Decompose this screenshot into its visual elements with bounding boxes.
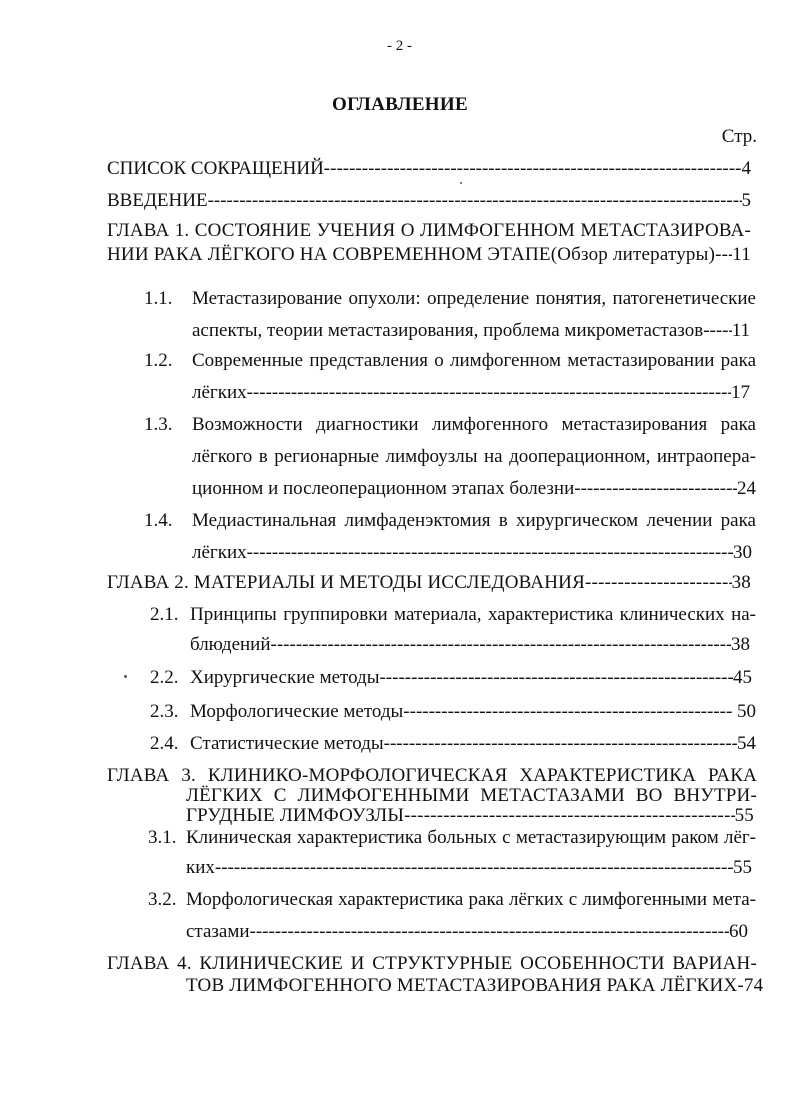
toc-label: ВВЕДЕНИЕ (107, 190, 208, 211)
toc-section-2-4[interactable] (190, 733, 756, 755)
toc-page: 11 (732, 244, 751, 265)
toc-label: ционном и послеоперационном этапах болезни (192, 478, 575, 499)
toc-section-2-1-line1[interactable]: Принципы группировки материала, характеристика клинических на- (190, 604, 756, 625)
leader-dots (404, 805, 734, 827)
toc-entry-abbreviations[interactable] (107, 158, 751, 180)
toc-page: 17 (731, 382, 750, 403)
toc-section-1-3-line1[interactable]: Возможности диагностики лимфогенного метастазирования рака (192, 414, 756, 435)
toc-page: 45 (733, 667, 752, 688)
toc-chapter4-line1[interactable]: ГЛАВА 4. КЛИНИЧЕСКИЕ И СТРУКТУРНЫЕ ОСОБЕННОСТИ ВАРИАН- (107, 953, 757, 974)
leader-dots (379, 667, 733, 689)
leader-dots (247, 382, 731, 404)
section-number: 1.4. (144, 510, 173, 531)
toc-label: СПИСОК СОКРАЩЕНИЙ (107, 158, 324, 179)
section-number: 2.4. (150, 733, 179, 754)
toc-label: Морфологические методы (190, 701, 404, 722)
toc-label: лёгких (192, 382, 247, 403)
toc-chapter4-line2[interactable] (186, 975, 764, 997)
scan-speck (124, 675, 127, 678)
toc-chapter2[interactable] (107, 572, 751, 594)
leader-dots (247, 542, 733, 564)
leader-dots (703, 320, 732, 342)
toc-chapter3-line2[interactable]: ЛЁГКИХ С ЛИМФОГЕННЫМИ МЕТАСТАЗАМИ ВО ВНУТРИ- (186, 785, 757, 806)
toc-page: 30 (733, 542, 752, 563)
toc-label: ТОВ ЛИМФОГЕННОГО МЕТАСТАЗИРОВАНИЯ РАКА ЛЁГКИХ- (186, 975, 744, 996)
toc-page: 38 (731, 634, 750, 655)
toc-page: 50 (737, 701, 756, 722)
toc-page: 11 (731, 320, 750, 341)
toc-label: блюдений (190, 634, 271, 655)
leader-dots (715, 244, 732, 266)
toc-section-1-1-line2[interactable] (192, 320, 750, 342)
scan-speck (460, 182, 462, 184)
toc-section-1-4-line2[interactable] (192, 542, 752, 564)
toc-label: аспекты, теории метастазирования, проблема микрометастазов (192, 320, 704, 341)
toc-chapter3-line3[interactable] (186, 805, 754, 827)
leader-dots (208, 190, 742, 212)
toc-section-1-2-line1[interactable]: Современные представления о лимфогенном метастазировании рака (192, 350, 756, 371)
leader-dots (403, 701, 733, 723)
toc-chapter1-line2[interactable] (107, 244, 751, 266)
toc-page: 54 (737, 733, 756, 754)
leader-dots (250, 921, 729, 943)
toc-page: 55 (734, 805, 754, 826)
toc-section-1-2-line2[interactable] (192, 382, 750, 404)
toc-section-1-3-line3[interactable] (192, 478, 756, 500)
toc-section-3-1-line2[interactable] (186, 857, 752, 879)
page-title: ОГЛАВЛЕНИЕ (332, 94, 468, 115)
toc-section-1-4-line1[interactable]: Медиастинальная лимфаденэктомия в хирургическом лечении рака (192, 510, 756, 531)
toc-section-3-1-line1[interactable]: Клиническая характеристика больных с метастазирующим раком лёг- (186, 827, 756, 848)
section-number: 2.3. (150, 701, 179, 722)
leader-dots (585, 572, 732, 594)
toc-label: Хирургические методы (190, 667, 380, 688)
toc-label: стазами (186, 921, 250, 942)
toc-section-2-1-line2[interactable] (190, 634, 750, 656)
section-number: 1.3. (144, 414, 173, 435)
toc-section-3-2-line2[interactable] (186, 921, 748, 943)
page-number: - 2 - (387, 38, 412, 54)
toc-note: (Обзор литературы) (550, 244, 716, 265)
toc-label: Статистические методы (190, 733, 384, 754)
pages-column-label: Стр. (721, 126, 757, 147)
toc-label: ких (186, 857, 215, 878)
toc-label: ГРУДНЫЕ ЛИМФОУЗЛЫ (186, 805, 405, 826)
toc-section-2-3[interactable] (190, 701, 756, 723)
leader-dots (271, 634, 731, 656)
toc-chapter3-line1[interactable]: ГЛАВА 3. КЛИНИКО-МОРФОЛОГИЧЕСКАЯ ХАРАКТЕРИСТИКА РАКА (107, 765, 757, 786)
section-number: 1.2. (144, 350, 173, 371)
toc-entry-introduction[interactable] (107, 190, 751, 212)
toc-section-3-2-line1[interactable]: Морфологическая характеристика рака лёгких с лимфогенными мета- (186, 889, 756, 910)
toc-section-1-3-line2[interactable]: лёгкого в регионарные лимфоузлы на дооперационном, интраопера- (192, 446, 756, 467)
toc-page: 74 (743, 975, 764, 996)
toc-page: 24 (737, 478, 756, 499)
section-number: 2.1. (150, 604, 179, 625)
section-number: 3.2. (148, 889, 177, 910)
toc-page: 55 (733, 857, 752, 878)
toc-section-2-2[interactable] (190, 667, 752, 689)
toc-label: лёгких (192, 542, 247, 563)
leader-dots (574, 478, 737, 500)
leader-dots (384, 733, 737, 755)
leader-dots (215, 857, 733, 879)
section-number: 2.2. (150, 667, 179, 688)
toc-label: ГЛАВА 2. МАТЕРИАЛЫ И МЕТОДЫ ИССЛЕДОВАНИЯ (107, 572, 585, 593)
section-number: 3.1. (148, 827, 177, 848)
toc-chapter1-line1[interactable]: ГЛАВА 1. СОСТОЯНИЕ УЧЕНИЯ О ЛИМФОГЕННОМ МЕТАСТАЗИРОВА- (107, 220, 751, 241)
toc-page: 5 (741, 190, 751, 211)
section-number: 1.1. (144, 288, 173, 309)
toc-page: 4 (741, 158, 751, 179)
toc-page: 60 (729, 921, 748, 942)
leader-dots (324, 158, 742, 180)
toc-page: 38 (731, 572, 751, 593)
toc-section-1-1-line1[interactable]: Метастазирование опухоли: определение понятия, патогенетические (192, 288, 756, 309)
toc-label: НИИ РАКА ЛЁГКОГО НА СОВРЕМЕННОМ ЭТАПЕ (107, 244, 551, 265)
